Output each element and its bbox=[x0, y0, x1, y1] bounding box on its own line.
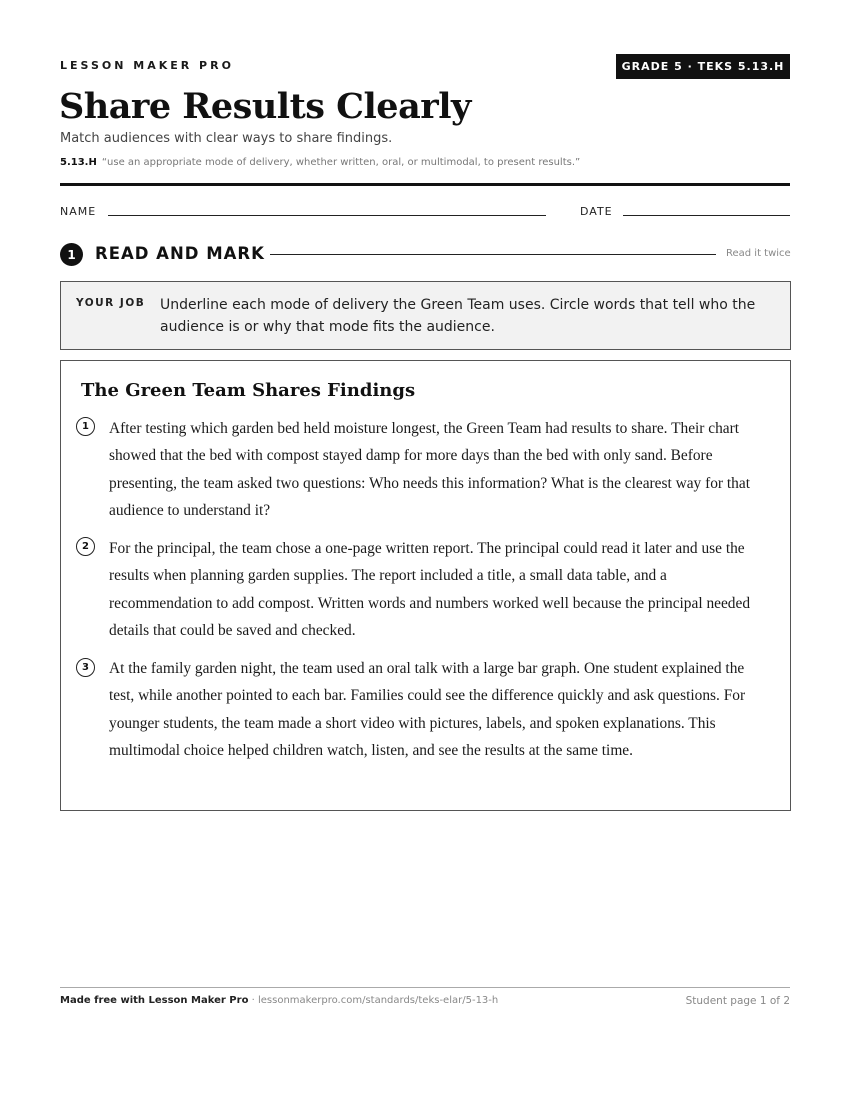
standard-code: 5.13.H bbox=[60, 157, 97, 168]
section-hint: Read it twice bbox=[726, 248, 791, 259]
footer-credit bbox=[60, 995, 498, 1006]
your-job-box bbox=[60, 281, 791, 350]
footer-made-with: Made free with Lesson Maker Pro bbox=[60, 995, 249, 1006]
reading-passage bbox=[60, 360, 791, 811]
your-job-label: YOUR JOB bbox=[76, 297, 146, 309]
paragraph-2: For the principal, the team chose a one-page written report. The principal could read it later and use the results when planning garden supplies. The report included a title, a small data table, and a recommendation to add compost. Written words and numbers worked well because the principal needed details that could be saved and checked. bbox=[109, 540, 751, 639]
header-divider bbox=[60, 183, 790, 186]
section-number-badge: 1 bbox=[60, 243, 83, 266]
your-job-text: Underline each mode of delivery the Green Team uses. Circle words that tell who the audience is or why that mode fits the audience. bbox=[160, 297, 756, 335]
grade-badge: GRADE 5 · TEKS 5.13.H bbox=[616, 54, 790, 79]
footer-page-number: Student page 1 of 2 bbox=[685, 995, 790, 1007]
brand-name: LESSON MAKER PRO bbox=[60, 59, 234, 72]
name-field[interactable] bbox=[108, 215, 546, 216]
passage-title: The Green Team Shares Findings bbox=[81, 380, 416, 401]
paragraph-number-3: 3 bbox=[76, 658, 95, 677]
section-title: READ AND MARK bbox=[95, 244, 265, 263]
footer-url[interactable]: · lessonmakerpro.com/standards/teks-elar/5-13-h bbox=[251, 995, 499, 1006]
footer-divider bbox=[60, 987, 790, 988]
standard-text: “use an appropriate mode of delivery, whether written, oral, or multimodal, to present results.” bbox=[101, 157, 581, 168]
standard-line bbox=[60, 157, 580, 168]
paragraph-number-2: 2 bbox=[76, 537, 95, 556]
paragraph-1: After testing which garden bed held moisture longest, the Green Team had results to share. Their chart showed that the bed with compost stayed damp for more days than the bed with only sand. Before presenting, the team asked two questions: Who needs this information? What is the clearest way for that audience to understand it? bbox=[109, 420, 750, 519]
section-divider bbox=[270, 254, 716, 255]
paragraph-number-1: 1 bbox=[76, 417, 95, 436]
page-title: Share Results Clearly bbox=[59, 86, 471, 127]
date-field[interactable] bbox=[623, 215, 790, 216]
paragraph-3: At the family garden night, the team used an oral talk with a large bar graph. One student explained the test, while another pointed to each bar. Families could see the difference quickly and ask questions. For younger students, the team made a short video with pictures, labels, and spoken explanations. This multimodal choice helped children watch, listen, and see the results at the same time. bbox=[109, 660, 746, 759]
page-subtitle: Match audiences with clear ways to share findings. bbox=[60, 131, 393, 146]
date-label: DATE bbox=[580, 205, 613, 218]
name-label: NAME bbox=[60, 205, 97, 218]
